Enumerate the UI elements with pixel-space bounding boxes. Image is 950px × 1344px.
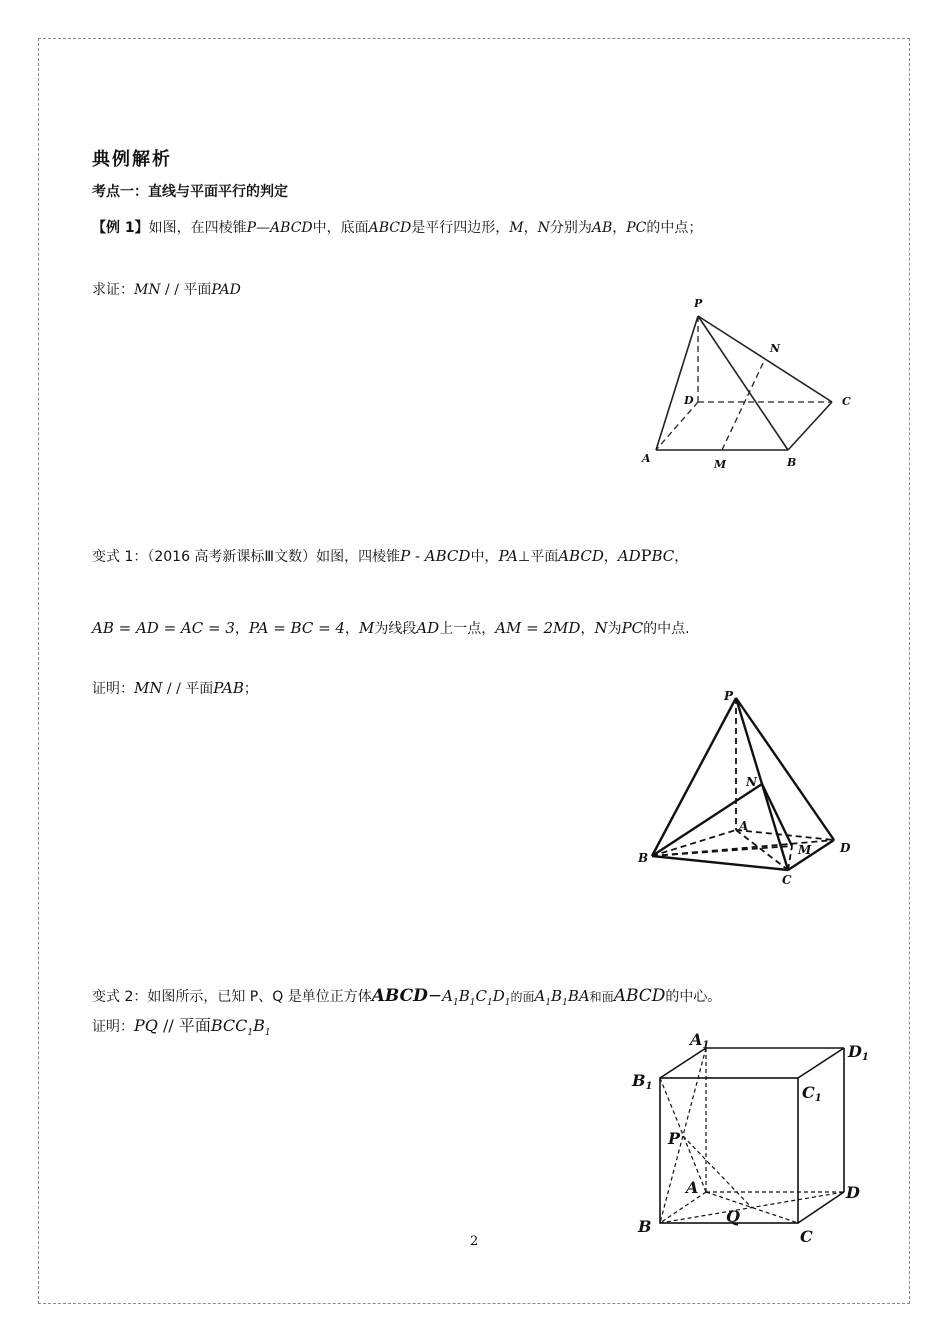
label-Q: Q	[726, 1207, 740, 1226]
label-B1: B1	[632, 1071, 653, 1092]
segment-PQ	[683, 1136, 752, 1208]
variant-2-label: 变式 2：如图所示，已知 P、Q 是单位正方体	[92, 989, 372, 1005]
label-P: P	[668, 1129, 681, 1148]
edge-AB	[660, 1192, 706, 1223]
edge-PB	[652, 698, 736, 856]
label-C: C	[782, 873, 792, 887]
label-M: M	[798, 843, 812, 857]
example-1-statement: 【例 1】如图，在四棱锥P—ABCD中，底面ABCD是平行四边形，M，N分别为AB，PC的中点；	[92, 220, 703, 236]
label-B: B	[638, 1217, 652, 1236]
label-B: B	[638, 851, 649, 865]
example-1-prove: 求证：MN / / 平面PAD	[92, 282, 241, 298]
variant-2-statement: 变式 2：如图所示，已知 P、Q 是单位正方体$ABCD-A_1B_1C_1D_1$的面$A_1B_1BA$和面ABCD的中心。	[92, 986, 722, 1008]
label-A: A	[739, 819, 749, 833]
label-C1: C1	[802, 1083, 822, 1104]
label-D: D	[846, 1183, 860, 1202]
edge-CD	[798, 1192, 844, 1223]
segment-MN	[722, 359, 765, 450]
label-M: M	[714, 458, 727, 471]
label-C: C	[842, 395, 851, 408]
edge-C1D1	[798, 1048, 844, 1078]
variant-1-label: 变式 1：（2016 高考新课标Ⅲ文数）如图，四棱锥	[92, 549, 401, 565]
label-P: P	[724, 689, 734, 703]
edge-PB	[698, 316, 788, 450]
label-D1: D1	[848, 1042, 869, 1063]
label-A: A	[642, 452, 651, 465]
label-A: A	[686, 1178, 699, 1197]
edge-BC	[788, 402, 832, 450]
label-P: P	[694, 297, 703, 310]
label-N: N	[770, 342, 781, 355]
edge-B1A1	[660, 1048, 706, 1078]
figure-3-cube	[624, 1028, 874, 1250]
edge-DA	[656, 402, 698, 450]
page-number: 2	[470, 1234, 479, 1249]
figure-1-pyramid	[636, 292, 866, 477]
label-C: C	[800, 1227, 813, 1246]
label-D: D	[840, 841, 851, 855]
label-B: B	[787, 456, 797, 469]
edge-PA	[656, 316, 698, 450]
label-D: D	[684, 394, 694, 407]
edge-BC	[652, 856, 788, 870]
example-1-label: 【例 1】	[92, 220, 149, 236]
variant-1-conditions: AB = AD = AC = 3，PA = BC = 4，M为线段AD上一点，AM = 2MD，N为PC的中点.	[92, 619, 690, 637]
variant-2-prove: 证明：PQ // 平面$BCC_1B_1$	[92, 1016, 271, 1039]
variant-1-prove: 证明：MN / / 平面PAB；	[92, 679, 258, 697]
figure-2-pyramid	[632, 684, 862, 890]
edge-PD	[736, 698, 834, 840]
section-heading: 典例解析	[92, 149, 172, 170]
label-A1: A1	[690, 1030, 710, 1051]
diag-B1A	[660, 1078, 706, 1192]
topic-heading: 考点一：直线与平面平行的判定	[92, 184, 288, 200]
variant-1-statement: 变式 1：（2016 高考新课标Ⅲ文数）如图，四棱锥P - ABCD中，PA⊥平面ABCD，ADPBC，	[92, 546, 689, 565]
label-N: N	[746, 775, 757, 789]
front-face	[660, 1078, 798, 1223]
